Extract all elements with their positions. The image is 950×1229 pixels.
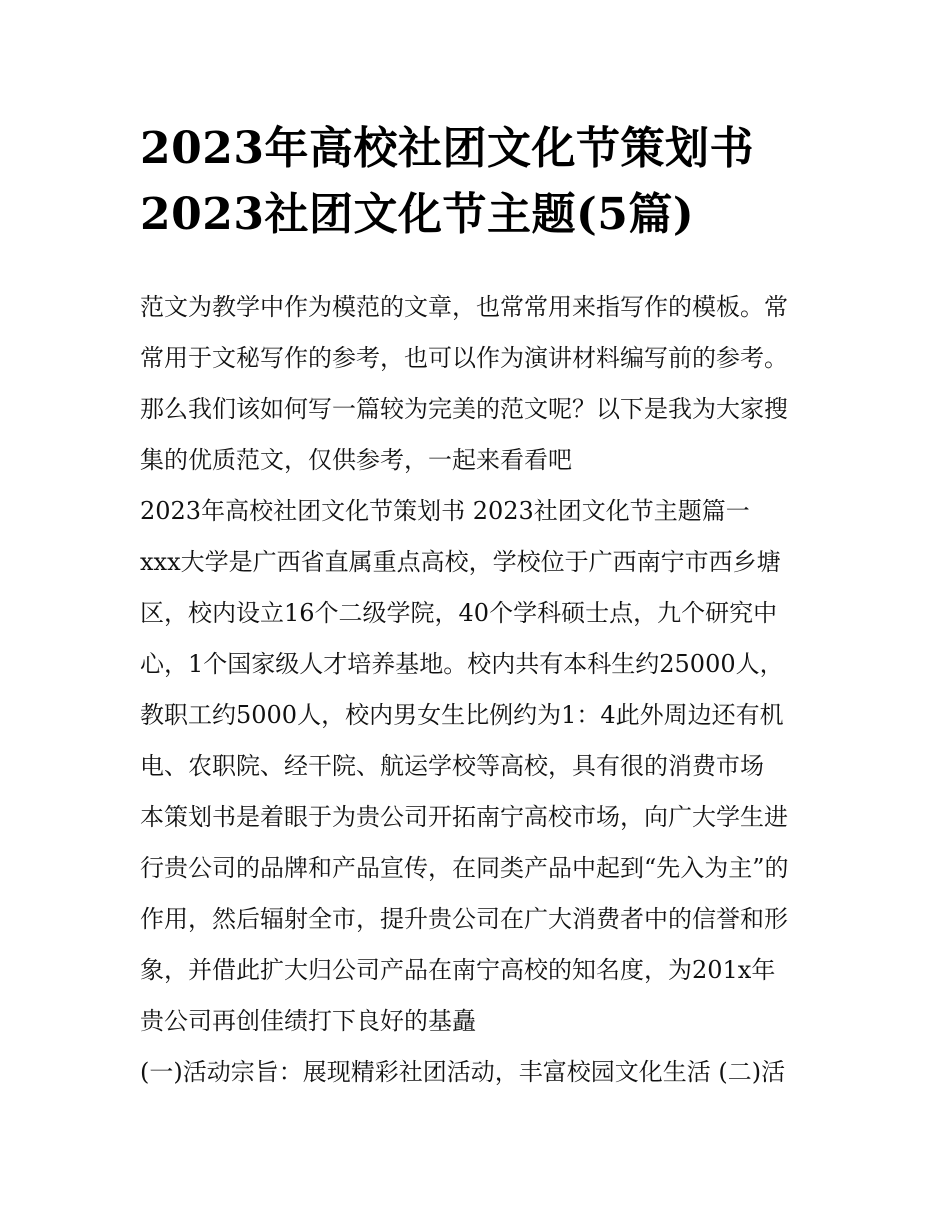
text-line: 作用，然后辐射全市，提升贵公司在广大消费者中的信誉和形	[140, 905, 788, 933]
text-line: 教职工约5000人，校内男女生比例约为1：4此外周边还有机	[140, 701, 784, 729]
title-line: 2023社团文化节主题(5篇)	[140, 189, 695, 240]
text-line: 常用于文秘写作的参考，也可以作为演讲材料编写前的参考。	[140, 344, 788, 372]
text-line: 行贵公司的品牌和产品宣传，在同类产品中起到“先入为主”的	[140, 854, 789, 882]
text-line: 那么我们该如何写一篇较为完美的范文呢？以下是我为大家搜	[140, 395, 788, 423]
title-line: 2023年高校社团文化节策划书	[140, 123, 754, 174]
text-line: 范文为教学中作为模范的文章，也常常用来指写作的模板。常	[140, 293, 788, 321]
text-line: 心，1个国家级人才培养基地。校内共有本科生约25000人，	[140, 650, 784, 678]
text-line: 本策划书是着眼于为贵公司开拓南宁高校市场，向广大学生进	[140, 803, 788, 831]
text-line: 象，并借此扩大归公司产品在南宁高校的知名度，为201x年	[140, 956, 776, 984]
document-title	[140, 116, 830, 248]
purpose-paragraph	[140, 792, 830, 1047]
school-background-paragraph	[140, 537, 830, 792]
text-line: xxx大学是广西省直属重点高校，学校位于广西南宁市西乡塘	[140, 548, 781, 576]
section-heading	[140, 486, 830, 537]
text-line: 贵公司再创佳绩打下良好的基矗	[140, 1007, 476, 1035]
intro-paragraph	[140, 282, 830, 486]
text-line: 区，校内设立16个二级学院，40个学科硕士点，九个研究中	[140, 599, 778, 627]
text-line: 2023年高校社团文化节策划书 2023社团文化节主题篇一	[140, 497, 750, 525]
activity-aim-paragraph	[140, 1047, 830, 1098]
document-body	[140, 282, 830, 1098]
text-line: (一)活动宗旨：展现精彩社团活动，丰富校园文化生活 (二)活	[140, 1058, 786, 1086]
text-line: 集的优质范文，仅供参考，一起来看看吧	[140, 446, 572, 474]
text-line: 电、农职院、经干院、航运学校等高校，具有很的消费市场	[140, 752, 764, 780]
